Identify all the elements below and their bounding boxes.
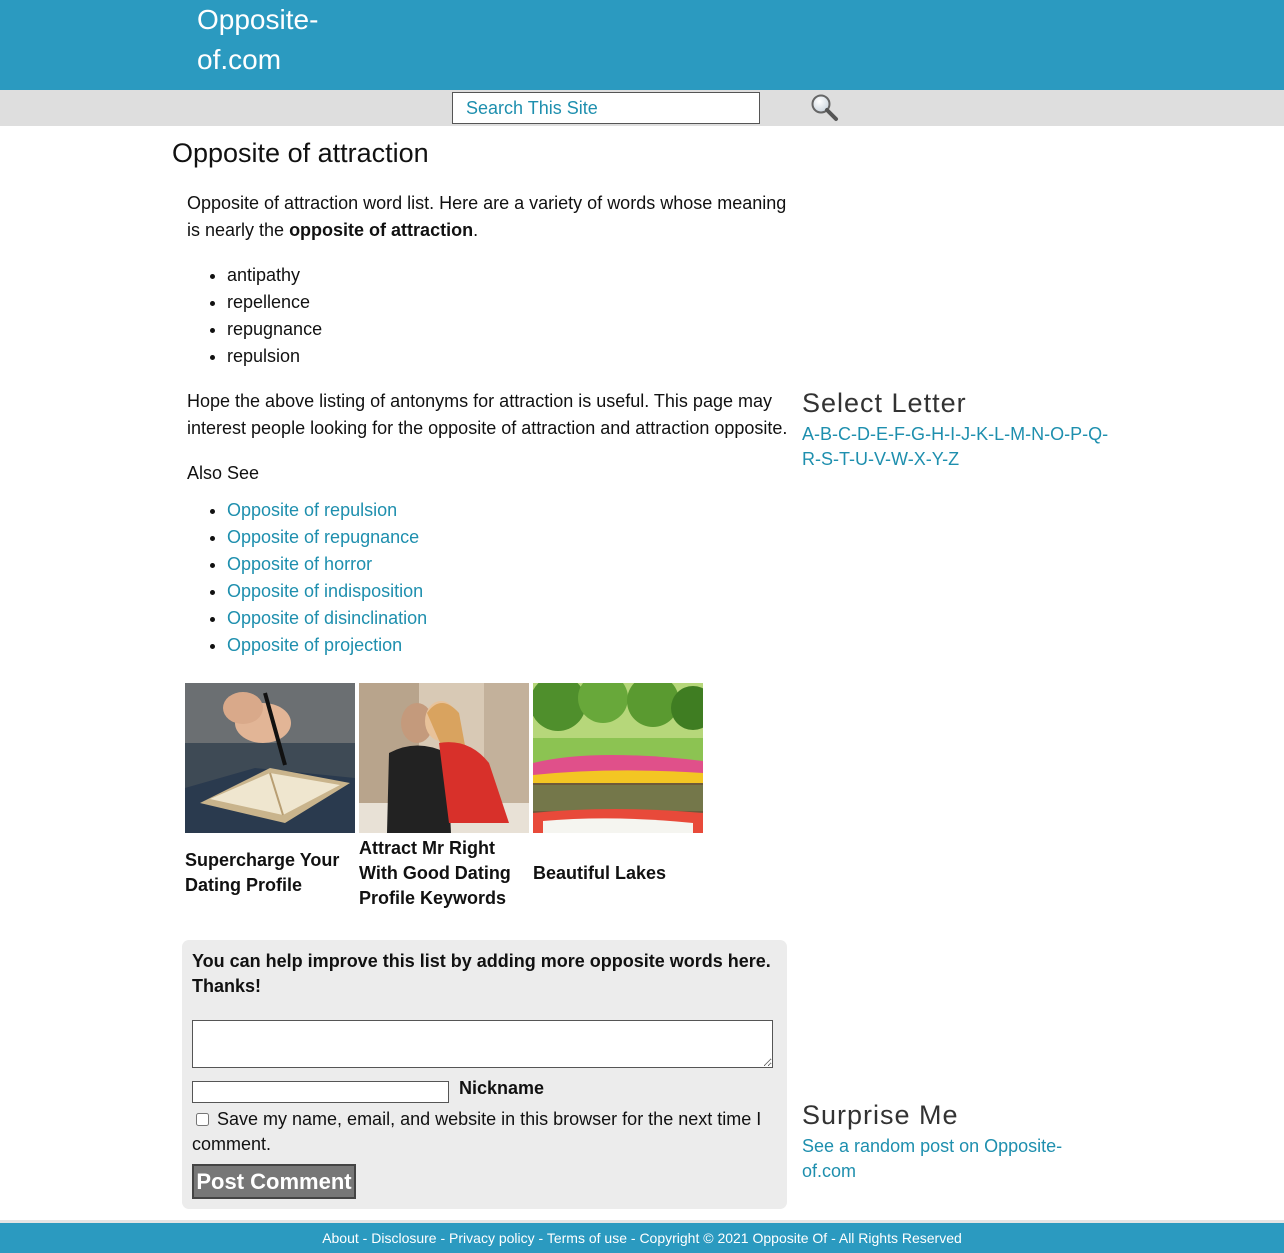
related-post-caption: Attract Mr Right With Good Dating Profile Keywords <box>359 838 511 908</box>
footer-link-about[interactable]: About <box>322 1230 359 1246</box>
comment-textarea[interactable] <box>192 1020 773 1068</box>
letter-separator: - <box>888 424 895 444</box>
magnifier-icon <box>808 92 840 124</box>
footer-separator: - <box>630 1230 640 1246</box>
page-title: Opposite of attraction <box>172 138 429 168</box>
letter-link-r[interactable]: R <box>802 449 815 469</box>
related-post-card[interactable] <box>359 683 529 908</box>
save-info-checkbox[interactable] <box>196 1113 209 1126</box>
letter-link-i[interactable]: I <box>950 424 956 444</box>
letter-link-e[interactable]: E <box>876 424 889 444</box>
site-header <box>0 0 1284 90</box>
letter-separator: - <box>970 424 977 444</box>
related-post-card[interactable] <box>185 683 355 895</box>
letter-separator: - <box>905 424 912 444</box>
letter-separator: - <box>833 449 840 469</box>
letter-link-b[interactable]: B <box>820 424 833 444</box>
antonym-item: • repugnance <box>227 316 792 343</box>
letter-separator: - <box>988 424 995 444</box>
letter-link-y[interactable]: Y <box>931 449 943 469</box>
letter-separator: - <box>1102 424 1109 444</box>
letter-link-l[interactable]: L <box>994 424 1005 444</box>
also-see-link[interactable]: Opposite of projection <box>227 635 403 655</box>
letter-link-j[interactable]: J <box>961 424 971 444</box>
letter-link-s[interactable]: S <box>821 449 834 469</box>
letter-separator: - <box>944 424 951 444</box>
save-info-label: Save my name, email, and website in this browser for the next time I comment. <box>192 1109 762 1154</box>
also-see-item <box>227 632 792 659</box>
letter-link-d[interactable]: D <box>857 424 871 444</box>
also-see-item <box>227 524 792 551</box>
surprise-heading: Surprise Me <box>802 1100 959 1130</box>
comment-prompt: You can help improve this list by adding more opposite words here. Thanks! <box>192 951 771 996</box>
letter-separator: - <box>815 449 821 469</box>
letter-link-k[interactable]: K <box>976 424 989 444</box>
letter-separator: - <box>851 424 858 444</box>
letter-link-z[interactable]: Z <box>948 449 960 469</box>
letter-link-g[interactable]: G <box>911 424 926 444</box>
letter-separator: - <box>868 449 875 469</box>
letter-index <box>802 422 1122 472</box>
footer-link-terms[interactable]: Terms of use <box>546 1230 627 1246</box>
footer-separator: - <box>538 1230 547 1246</box>
comment-form <box>182 940 787 1209</box>
letter-link-c[interactable]: C <box>838 424 852 444</box>
nickname-input[interactable] <box>192 1081 449 1103</box>
search-bar <box>0 90 1284 126</box>
also-see-link[interactable]: Opposite of horror <box>227 554 373 574</box>
footer-link-disclosure[interactable]: Disclosure <box>371 1230 437 1246</box>
letter-separator: - <box>814 424 821 444</box>
letter-link-n[interactable]: N <box>1031 424 1045 444</box>
letter-link-a[interactable]: A <box>802 424 815 444</box>
also-see-link[interactable]: Opposite of repulsion <box>227 500 398 520</box>
letter-separator: - <box>870 424 877 444</box>
letter-link-o[interactable]: O <box>1050 424 1065 444</box>
outro-text: Hope the above listing of antonyms for attraction is useful. This page may interest people looking for the opposite of attraction and attraction opposite. <box>187 391 788 438</box>
also-see-item <box>227 497 792 524</box>
random-post-link[interactable]: See a random post on Opposite-of.com <box>802 1136 1063 1181</box>
antonym-list <box>227 262 792 370</box>
search-button[interactable] <box>808 92 840 124</box>
letter-separator: - <box>1025 424 1032 444</box>
letter-separator: - <box>925 449 932 469</box>
also-see-item <box>227 578 792 605</box>
also-see-item <box>227 551 792 578</box>
letter-link-w[interactable]: W <box>891 449 908 469</box>
letter-separator: - <box>832 424 839 444</box>
select-letter-heading: Select Letter <box>802 388 967 418</box>
letter-link-v[interactable]: V <box>874 449 886 469</box>
letter-separator: - <box>907 449 914 469</box>
letter-separator: - <box>1044 424 1051 444</box>
intro-bold: opposite of attraction <box>289 220 474 240</box>
footer-link-privacy[interactable]: Privacy policy <box>449 1230 535 1246</box>
also-see-heading: Also See <box>187 463 260 483</box>
related-post-caption: Supercharge Your Dating Profile <box>185 850 340 895</box>
related-post-card[interactable] <box>533 683 703 883</box>
letter-link-h[interactable]: H <box>931 424 945 444</box>
footer-separator: - <box>440 1230 450 1246</box>
letter-link-u[interactable]: U <box>855 449 869 469</box>
also-see-link[interactable]: Opposite of disinclination <box>227 608 428 628</box>
related-post-caption: Beautiful Lakes <box>533 863 667 883</box>
letter-link-p[interactable]: P <box>1070 424 1083 444</box>
letter-separator: - <box>1004 424 1011 444</box>
antonym-item: • repulsion <box>227 343 792 370</box>
letter-link-f[interactable]: F <box>894 424 906 444</box>
antonym-item: • antipathy <box>227 262 792 289</box>
intro-prefix: Opposite of attraction word list. Here are a variety of words whose meaning is nearly the <box>187 193 787 240</box>
tulip-garden-lake-photo <box>533 683 703 833</box>
letter-link-q[interactable]: Q <box>1088 424 1103 444</box>
site-footer <box>0 1223 1284 1253</box>
letter-separator: - <box>925 424 932 444</box>
also-see-list <box>227 497 792 659</box>
also-see-link[interactable]: Opposite of repugnance <box>227 527 420 547</box>
letter-separator: - <box>1064 424 1071 444</box>
footer-separator: - <box>362 1230 372 1246</box>
letter-link-x[interactable]: X <box>913 449 926 469</box>
related-posts <box>185 683 715 913</box>
letter-separator: - <box>1082 424 1089 444</box>
main-content <box>187 190 792 659</box>
also-see-link[interactable]: Opposite of indisposition <box>227 581 424 601</box>
search-input[interactable] <box>452 92 760 124</box>
letter-separator: - <box>849 449 856 469</box>
intro-suffix: . <box>473 220 479 240</box>
letter-link-m[interactable]: M <box>1010 424 1026 444</box>
letter-separator: - <box>885 449 892 469</box>
footer-copyright: Copyright © 2021 Opposite Of - All Rights Reserved <box>639 1230 962 1246</box>
intro-text <box>187 190 792 244</box>
writing-in-book-photo <box>185 683 355 833</box>
nickname-label: Nickname <box>459 1078 545 1098</box>
letter-separator: - <box>955 424 962 444</box>
letter-link-t[interactable]: T <box>839 449 850 469</box>
also-see-item <box>227 605 792 632</box>
site-title-link[interactable]: Opposite-of.com <box>197 4 319 75</box>
couple-kissing-photo <box>359 683 529 833</box>
post-comment-button[interactable]: Post Comment <box>192 1164 356 1199</box>
letter-separator: - <box>942 449 949 469</box>
antonym-item: • repellence <box>227 289 792 316</box>
